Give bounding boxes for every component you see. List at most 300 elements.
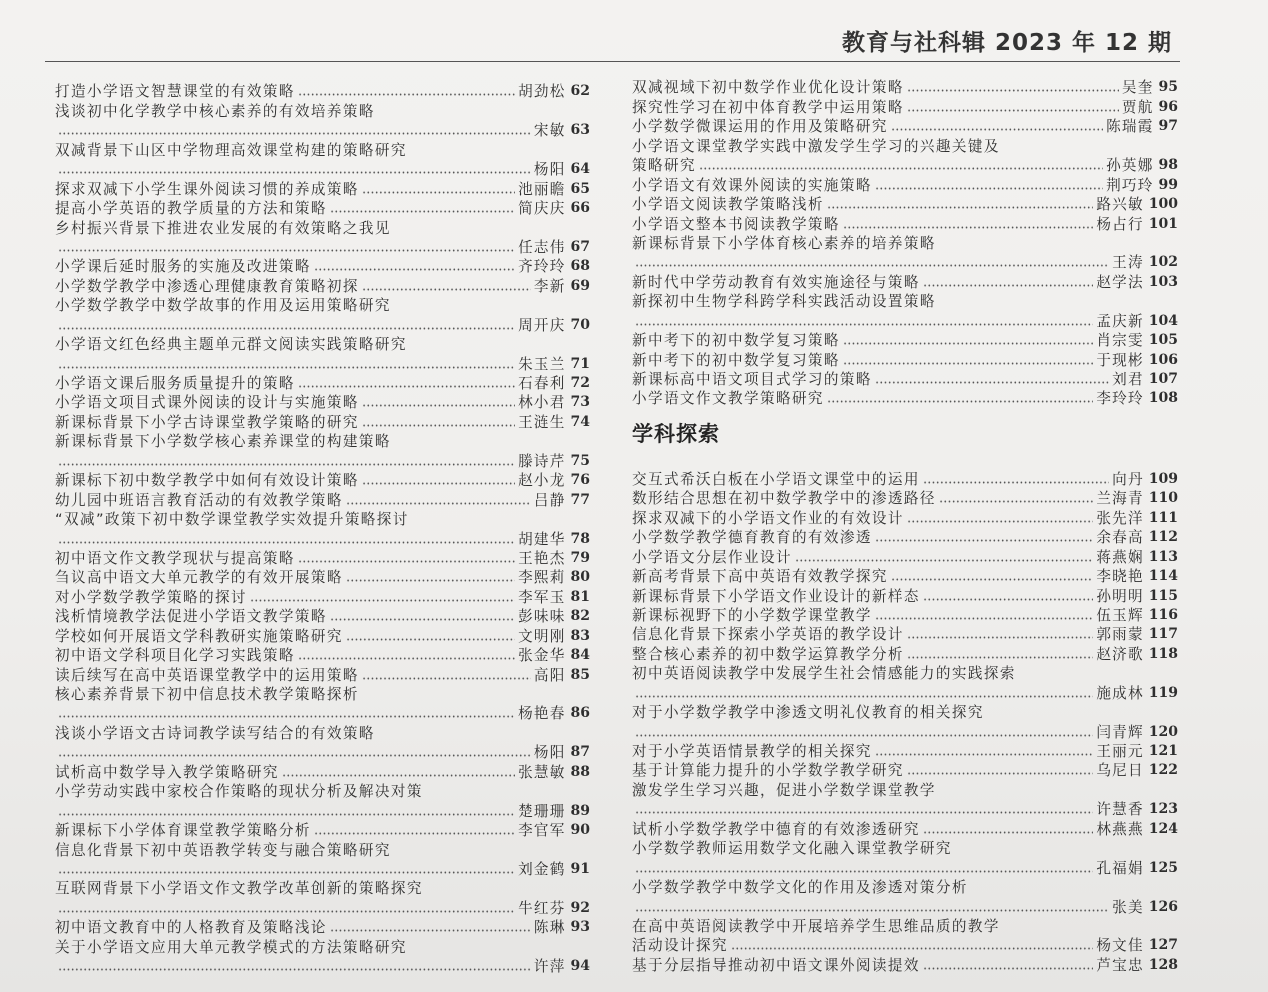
entry-title: 探求双减下的小学语文作业的有效设计 [632,509,904,527]
entry-author: 胡劲松 [518,83,566,101]
toc-entry[interactable] [632,567,1178,586]
toc-entry[interactable] [632,878,1178,917]
toc-entry[interactable] [632,625,1178,644]
entry-page-number: 115 [1148,587,1178,604]
toc-line [632,839,1178,858]
toc-entry[interactable] [632,97,1178,116]
toc-line [55,471,590,490]
toc-line [55,898,590,917]
toc-line [632,606,1178,625]
toc-entry[interactable] [55,218,590,257]
toc-entry[interactable] [632,606,1178,625]
toc-line [632,234,1178,253]
entry-title: 刍议高中语文大单元教学的有效开展策略 [55,569,343,587]
entry-title: 小学语文课后服务质量提升的策略 [55,375,295,392]
toc-entry[interactable] [632,586,1178,605]
dot-leader [330,618,515,621]
toc-entry[interactable] [55,199,590,218]
toc-entry[interactable] [632,761,1178,780]
entry-title: 小学数学教学中渗透心理健康教育策略初探 [55,277,359,295]
toc-entry[interactable] [632,780,1178,819]
entry-title: 小学语文有效课外阅读的实施策略 [632,176,872,194]
toc-line [632,858,1178,877]
dot-leader [314,268,515,271]
dot-leader [282,774,515,777]
toc-line [632,878,1178,897]
entry-title: 双减视域下初中数学作业优化设计策略 [632,79,904,97]
entry-page-number: 92 [570,899,590,916]
toc-entry[interactable] [632,508,1178,527]
toc-entry[interactable] [55,937,590,976]
toc-line [55,160,590,179]
toc-line [55,276,590,295]
entry-page-number: 116 [1148,606,1178,623]
toc-entry[interactable] [632,175,1178,194]
entry-page-number: 106 [1148,351,1178,368]
entry-title: 小学数学教学中数学故事的作用及运用策略研究 [55,297,391,315]
toc-entry[interactable] [632,234,1178,273]
toc-entry[interactable] [55,782,590,821]
entry-page-number: 90 [570,822,590,839]
toc-entry[interactable] [632,703,1178,742]
toc-right-column [632,78,1178,975]
toc-entry[interactable] [55,276,590,295]
header-divider [45,61,1180,62]
toc-entry[interactable] [632,331,1178,350]
entry-author: 李军玉 [518,588,566,606]
entry-title: 新课标背景下小学体育核心素养的培养策略 [632,234,936,252]
dot-leader [843,342,1093,345]
toc-entry[interactable] [632,917,1178,956]
toc-entry[interactable] [55,626,590,645]
toc-line [632,253,1178,272]
dot-leader [891,578,1093,581]
entry-page-number: 96 [1158,98,1178,115]
dot-leader [58,327,515,330]
entry-page-number: 100 [1148,196,1178,213]
entry-page-number: 128 [1148,956,1178,973]
toc-entry[interactable] [632,547,1178,566]
entry-page-number: 105 [1148,332,1178,349]
toc-entry[interactable] [632,955,1178,974]
dot-leader [635,811,1093,814]
entry-page-number: 89 [570,802,590,819]
dot-leader [298,560,515,563]
entry-author: 许慧香 [1096,801,1144,819]
entry-title: 打造小学语文智慧课堂的有效策略 [55,83,295,101]
toc-entry[interactable] [632,469,1178,488]
entry-title: 小学语文课堂教学实践中激发学生学习的兴趣关键及 [632,137,1000,155]
entry-author: 牛红芬 [518,899,566,917]
dot-leader [907,89,1119,92]
toc-line [632,156,1178,175]
toc-line [632,389,1178,408]
dot-leader [58,541,515,544]
toc-line [632,78,1178,97]
entry-author: 伍玉辉 [1096,606,1144,624]
entry-author: 吴奎 [1121,79,1154,97]
toc-entry[interactable] [632,350,1178,369]
toc-line [55,529,590,548]
dot-leader [907,656,1093,659]
dot-leader [923,831,1093,834]
toc-line [632,644,1178,663]
toc-line [55,685,590,704]
toc-line [632,800,1178,819]
section-spacer [632,452,1178,469]
entry-title: 新中考下的初中数学复习策略 [632,351,840,369]
entry-author: 肖宗雯 [1096,332,1144,350]
entry-page-number: 125 [1148,859,1178,876]
toc-entry[interactable] [55,471,590,490]
toc-line [55,451,590,470]
toc-entry[interactable] [632,78,1178,97]
toc-line [55,762,590,781]
entry-page-number: 113 [1148,548,1178,565]
toc-entry[interactable] [55,549,590,568]
dot-leader [827,400,1093,403]
entry-page-number: 127 [1148,937,1178,954]
toc-entry[interactable] [55,179,590,198]
toc-line [632,195,1178,214]
toc-entry[interactable] [55,665,590,684]
entry-page-number: 124 [1148,820,1178,837]
entry-page-number: 117 [1148,626,1178,643]
toc-line [55,140,590,159]
entry-author: 路兴敏 [1096,196,1144,214]
toc-entry[interactable] [632,664,1178,703]
entry-author: 陈瑞霞 [1106,118,1154,136]
entry-page-number: 97 [1158,118,1178,135]
dot-leader [58,871,515,874]
dot-leader [907,772,1093,775]
entry-title: “双减”政策下初中数学课堂教学实效提升策略探讨 [55,511,409,529]
toc-entry[interactable] [632,528,1178,547]
toc-line [55,315,590,334]
entry-author: 余春高 [1096,529,1144,547]
entry-page-number: 81 [570,588,590,605]
entry-page-number: 112 [1148,529,1178,546]
dot-leader [875,617,1093,620]
toc-entry[interactable] [632,136,1178,175]
dot-leader [635,734,1093,737]
toc-entry[interactable] [55,607,590,626]
dot-leader [635,870,1093,873]
entry-page-number: 71 [570,355,590,372]
toc-line [632,311,1178,330]
dot-leader [58,171,531,174]
dot-leader [907,520,1093,523]
entry-author: 赵济歌 [1096,645,1144,663]
entry-page-number: 62 [570,83,590,100]
entry-page-number: 69 [570,277,590,294]
entry-title: 小学语文作文教学策略研究 [632,390,824,408]
toc-line [632,331,1178,350]
entry-title: 新时代中学劳动教育有效实施途径与策略 [632,273,920,291]
toc-line [632,136,1178,155]
toc-line [55,393,590,412]
entry-author: 张美 [1112,898,1144,916]
entry-title: 新课标视野下的小学数学课堂教学 [632,606,872,624]
entry-author: 吕静 [533,491,566,509]
toc-entry[interactable] [632,742,1178,761]
dot-leader [875,539,1093,542]
entry-page-number: 108 [1148,390,1178,407]
entry-page-number: 76 [570,472,590,489]
entry-page-number: 82 [570,608,590,625]
toc-right-list [632,78,1178,408]
dot-leader [58,754,531,757]
toc-entry[interactable] [632,370,1178,389]
entry-author: 高阳 [533,666,566,684]
toc-entry[interactable] [55,510,590,549]
entry-author: 杨艳春 [518,705,566,723]
toc-entry[interactable] [55,918,590,937]
toc-entry[interactable] [55,412,590,431]
entry-author: 杨文佳 [1096,937,1144,955]
toc-entry[interactable] [55,762,590,781]
toc-entry[interactable] [55,296,590,335]
toc-entry[interactable] [55,335,590,374]
toc-line [55,510,590,529]
toc-entry[interactable] [55,685,590,724]
dot-leader [827,206,1093,209]
toc-line [632,664,1178,683]
toc-line [55,121,590,140]
entry-title: 读后续写在高中英语课堂教学中的运用策略 [55,666,359,684]
toc-entry[interactable] [55,490,590,509]
entry-title: 新课标高中语文项目式学习的策略 [632,371,872,388]
toc-line [55,879,590,898]
toc-entry[interactable] [55,840,590,879]
entry-title: 新课标背景下小学语文作业设计的新样态 [632,587,920,605]
entry-title: 小学劳动实践中家校合作策略的现状分析及解决对策 [55,783,423,801]
dot-leader [346,502,531,505]
dot-leader [843,226,1093,229]
entry-author: 闫青辉 [1096,723,1144,741]
toc-line [632,97,1178,116]
entry-page-number: 75 [570,452,590,469]
entry-title: 试析小学数学教学中德育的有效渗透研究 [632,820,920,838]
toc-entry[interactable] [632,839,1178,878]
entry-page-number: 95 [1158,79,1178,96]
toc-entry[interactable] [55,257,590,276]
entry-page-number: 126 [1148,898,1178,915]
entry-author: 向丹 [1112,470,1144,488]
entry-page-number: 114 [1148,568,1178,585]
entry-author: 杨占行 [1096,215,1144,233]
entry-author: 王艳杰 [518,549,566,567]
dot-leader [362,677,531,680]
entry-title: 交互式希沃白板在小学语文课堂中的运用 [632,470,920,488]
toc-entry[interactable] [632,214,1178,233]
entry-author: 滕诗芹 [518,452,566,470]
toc-entry[interactable] [55,821,590,840]
entry-page-number: 64 [570,161,590,178]
toc-line [55,296,590,315]
entry-page-number: 102 [1148,254,1178,271]
toc-entry[interactable] [632,195,1178,214]
dot-leader [298,385,515,388]
toc-line [632,761,1178,780]
entry-title: 初中语文作文教学现状与提高策略 [55,549,295,567]
entry-page-number: 78 [570,530,590,547]
toc-entry[interactable] [55,101,590,140]
entry-title: 探究性学习在初中体育教学中运用策略 [632,98,904,116]
entry-title: 小学语文阅读教学策略浅析 [632,196,824,214]
entry-title: 提高小学英语的教学质量的方法和策略 [55,200,327,218]
entry-title: 小学语文项目式课外阅读的设计与实施策略 [55,394,359,412]
toc-line [632,917,1178,936]
dot-leader [58,366,515,369]
toc-line [632,703,1178,722]
dot-leader [346,579,515,582]
entry-author: 齐玲玲 [518,258,566,276]
dot-leader [362,424,515,427]
entry-page-number: 73 [570,394,590,411]
toc-line [55,490,590,509]
dot-leader [795,559,1093,562]
entry-page-number: 109 [1148,470,1178,487]
toc-entry[interactable] [632,644,1178,663]
toc-line [55,354,590,373]
entry-author: 施成林 [1096,684,1144,702]
dot-leader [635,264,1109,267]
toc-line [632,370,1178,389]
toc-entry[interactable] [55,374,590,393]
toc-entry[interactable] [55,723,590,762]
toc-line [55,840,590,859]
entry-author: 李官军 [518,822,566,840]
toc-entry[interactable] [632,117,1178,136]
entry-page-number: 83 [570,627,590,644]
entry-author: 兰海青 [1096,490,1144,508]
toc-line [55,704,590,723]
entry-title: 小学语文红色经典主题单元群文阅读实践策略研究 [55,336,407,354]
toc-line [632,469,1178,488]
entry-author: 楚珊珊 [518,802,566,820]
toc-line [55,179,590,198]
toc-line [632,625,1178,644]
dot-leader [58,968,531,971]
entry-page-number: 98 [1158,157,1178,174]
dot-leader [362,404,515,407]
entry-author: 林小君 [518,394,566,412]
toc-line [55,101,590,120]
toc-entry[interactable] [632,292,1178,331]
entry-author: 刘金鹤 [518,860,566,878]
toc-line [632,117,1178,136]
dot-leader [875,753,1093,756]
toc-entry[interactable] [632,489,1178,508]
dot-leader [843,362,1093,365]
entry-title: 小学课后延时服务的实施及改进策略 [55,258,311,276]
entry-title: 对于小学数学教学中渗透文明礼仪教育的相关探究 [632,704,984,722]
entry-author: 孔福娟 [1096,859,1144,877]
toc-entry[interactable] [55,568,590,587]
toc-entry[interactable] [55,879,590,918]
entry-title: 小学数学教师运用数学文化融入课堂教学研究 [632,840,952,858]
journal-issue-header: 教育与社科辑 2023 年 12 期 [841,30,1172,56]
toc-entry[interactable] [632,389,1178,408]
entry-author: 孟庆新 [1096,312,1144,330]
entry-page-number: 66 [570,200,590,217]
toc-line [55,587,590,606]
toc-line [55,218,590,237]
toc-entry[interactable] [55,646,590,665]
entry-author: 赵小龙 [518,472,566,490]
toc-line [632,722,1178,741]
entry-page-number: 101 [1148,215,1178,232]
entry-author: 于现彬 [1096,351,1144,369]
toc-entry[interactable] [55,432,590,471]
toc-line [632,780,1178,799]
entry-title: 激发学生学习兴趣，促进小学数学课堂教学 [632,781,936,799]
entry-author: 张先洋 [1096,509,1144,527]
toc-line [632,508,1178,527]
toc-line [55,743,590,762]
dot-leader [907,636,1093,639]
entry-title: 学校如何开展语文学科教研实施策略研究 [55,627,343,645]
section-heading: 学科探索 [632,422,720,447]
entry-page-number: 122 [1148,762,1178,779]
toc-line [55,199,590,218]
toc-entry[interactable] [632,272,1178,291]
entry-author: 朱玉兰 [518,355,566,373]
toc-entry[interactable] [55,587,590,606]
toc-section-list [632,469,1178,974]
entry-author: 池丽瞻 [518,180,566,198]
toc-left-column [55,82,590,976]
entry-page-number: 74 [570,413,590,430]
toc-entry[interactable] [55,140,590,179]
entry-author: 蒋燕娴 [1096,548,1144,566]
entry-title: 小学数学教学德育教育的有效渗透 [632,529,872,547]
entry-page-number: 65 [570,180,590,197]
entry-title: 小学语文分层作业设计 [632,548,792,566]
entry-title: 初中语文教育中的人格教育及策略浅论 [55,919,327,937]
toc-line [632,547,1178,566]
entry-page-number: 85 [570,666,590,683]
entry-page-number: 77 [570,491,590,508]
entry-page-number: 91 [570,860,590,877]
toc-line [55,432,590,451]
toc-entry[interactable] [55,393,590,412]
dot-leader [362,288,531,291]
entry-page-number: 118 [1148,645,1178,662]
dot-leader [330,929,531,932]
toc-entry[interactable] [55,82,590,101]
entry-author: 李晓艳 [1096,568,1144,586]
toc-line [632,489,1178,508]
toc-line [55,374,590,393]
entry-author: 杨阳 [533,744,566,762]
toc-line [55,607,590,626]
entry-page-number: 86 [570,705,590,722]
entry-page-number: 119 [1148,684,1178,701]
entry-page-number: 68 [570,258,590,275]
entry-title: 乡村振兴背景下推进农业发展的有效策略之我见 [55,219,391,237]
dot-leader [923,481,1109,484]
toc-line [55,782,590,801]
entry-title: 双减背景下山区中学物理高效课堂构建的策略研究 [55,141,407,159]
entry-title: 核心素养背景下初中信息技术教学策略探析 [55,686,359,703]
entry-title: 浅谈小学语文古诗词教学读写结合的有效策略 [55,724,375,742]
dot-leader [346,638,515,641]
toc-entry[interactable] [632,819,1178,838]
entry-author: 乌尼日 [1096,762,1144,780]
toc-line [55,568,590,587]
